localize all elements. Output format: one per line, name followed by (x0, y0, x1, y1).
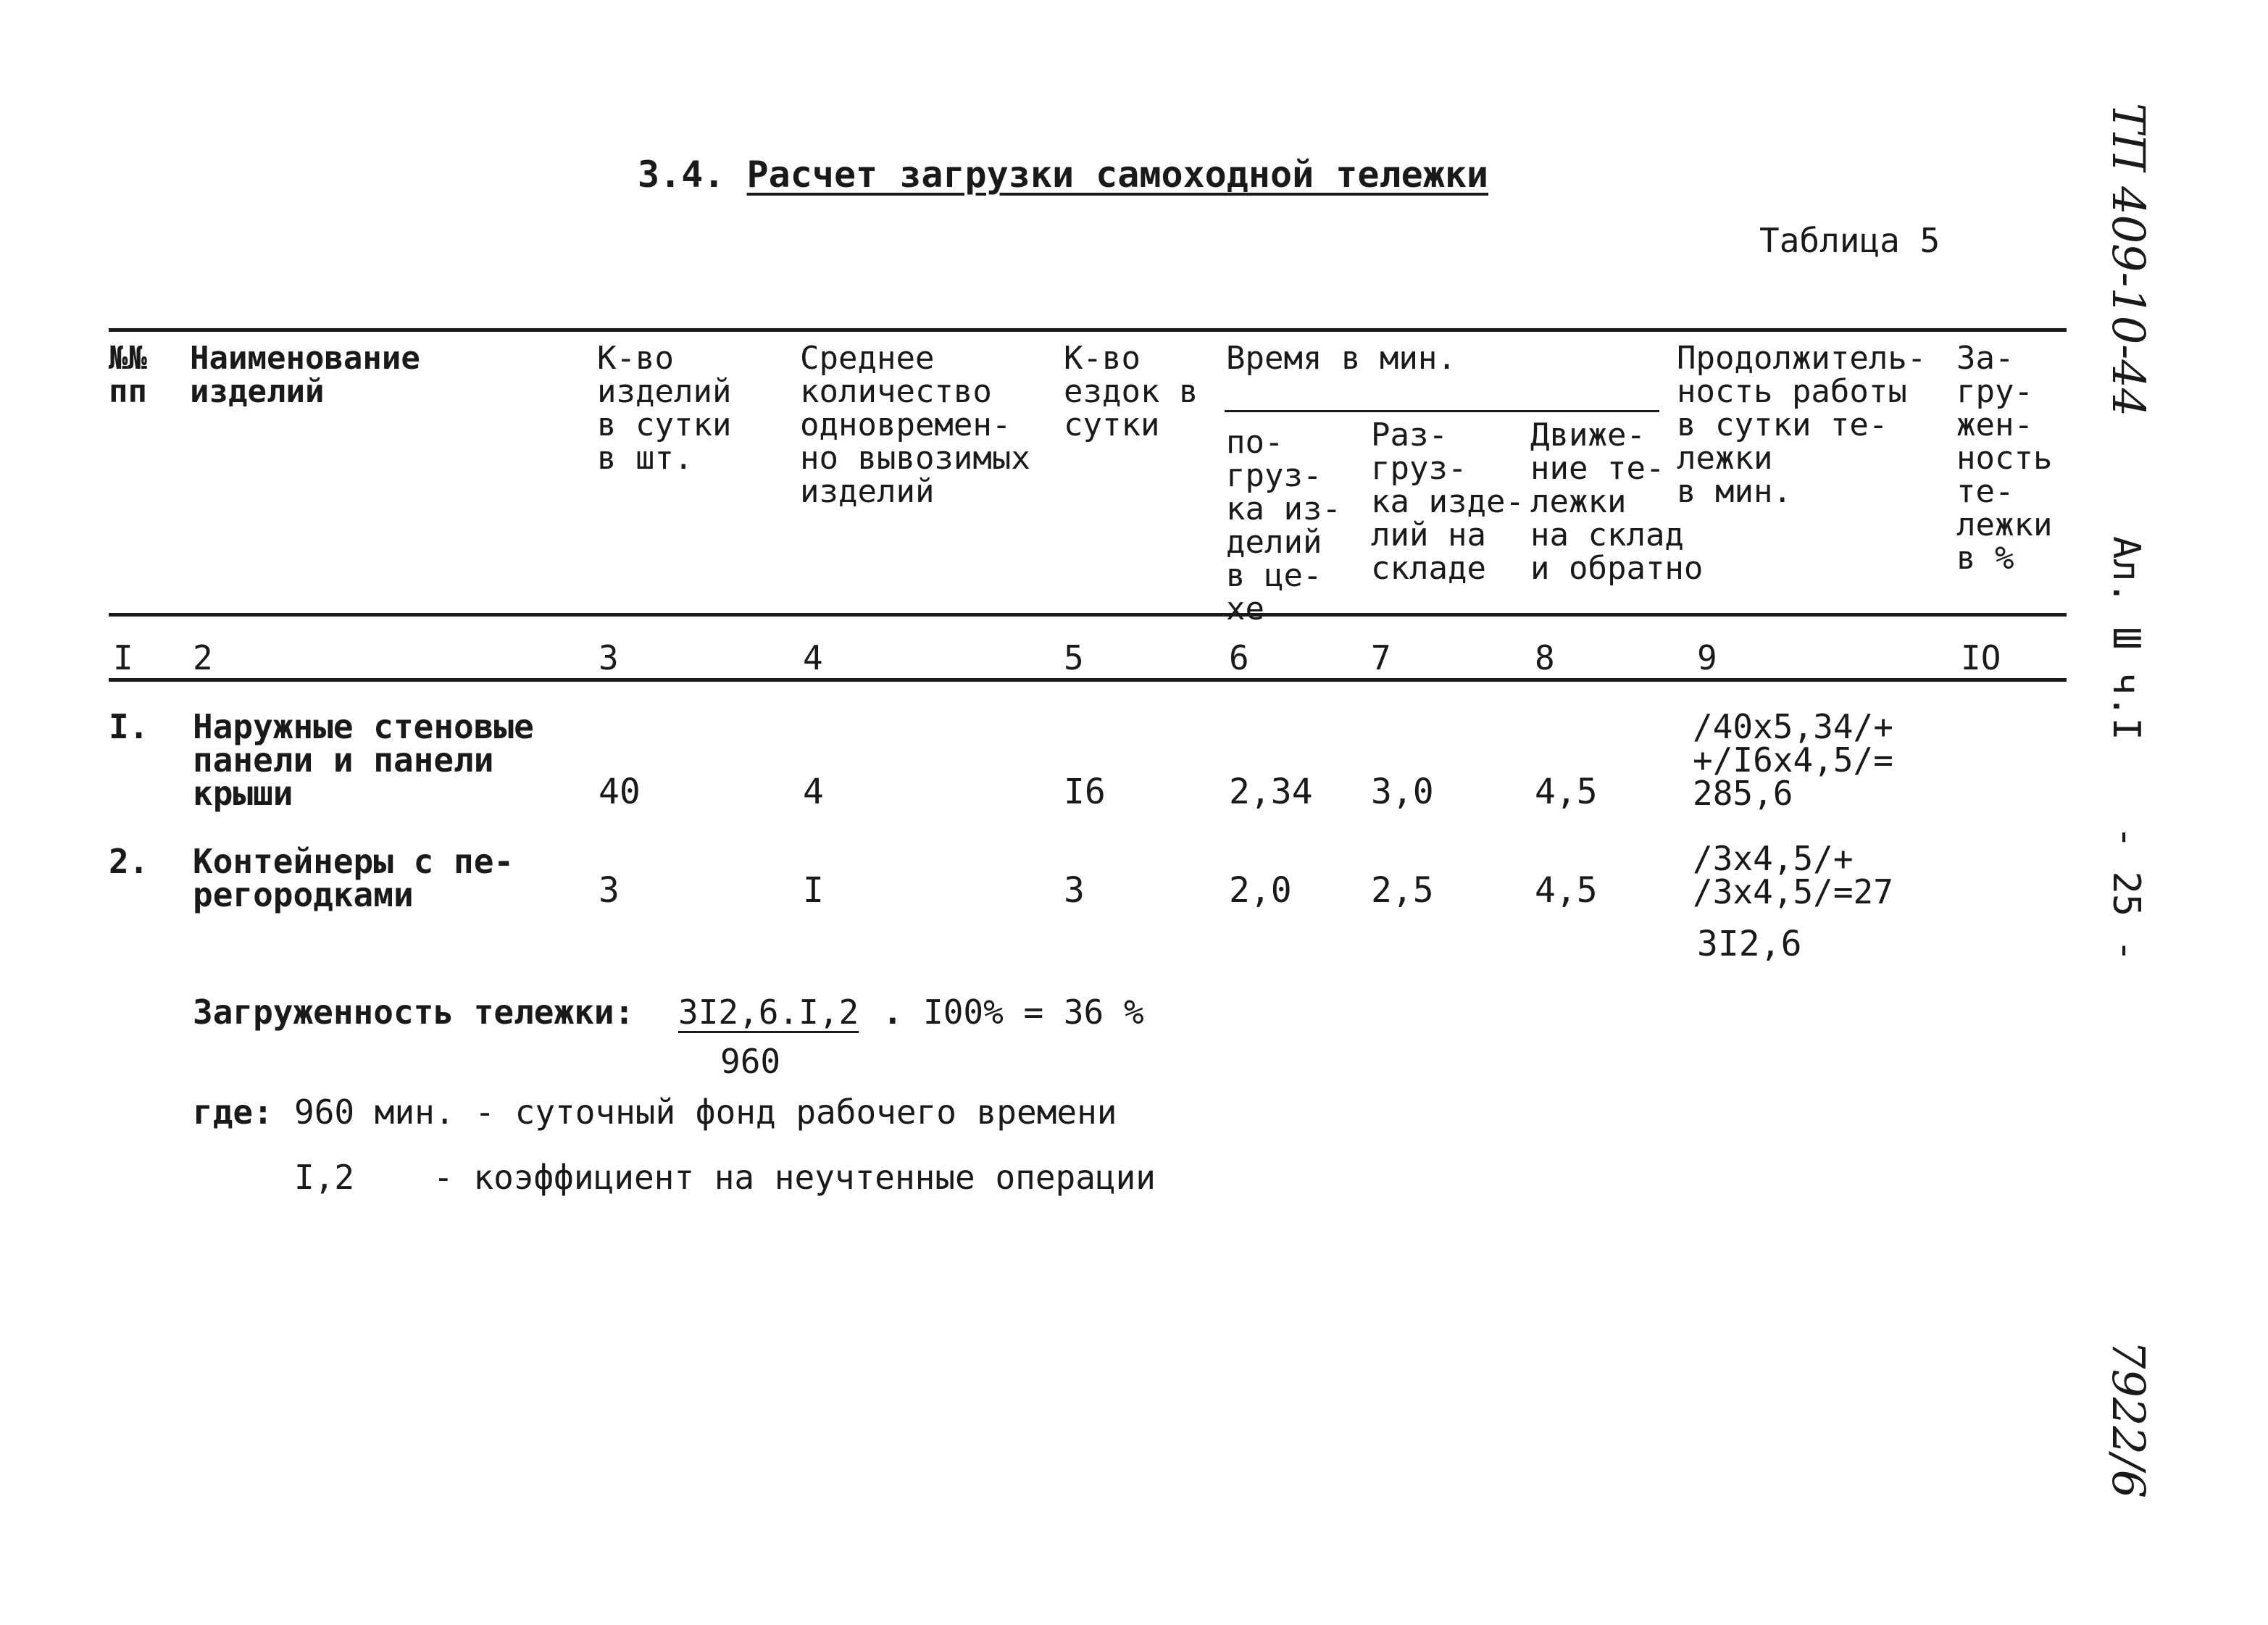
row-duration: /40х5,34/+ +/I6х4,5/= 285,6 (1693, 707, 1893, 813)
column-number: 3 (599, 638, 619, 677)
doc-code: ТП 409-10-44 (2102, 103, 2155, 417)
row-name: Контейнеры с пе- регородками (193, 842, 514, 914)
column-number: 8 (1535, 638, 1555, 677)
row-load: 2,0 (1229, 870, 1292, 911)
header-col-load: по- груз- ка из- делий в це- хе (1226, 424, 1341, 627)
header-col-name: Наименование изделий (190, 340, 420, 410)
row-number: 2. (109, 842, 149, 881)
section-number: 3.4. (638, 154, 725, 196)
row-avg: I (803, 870, 824, 911)
header-time-group: Время в мин. (1226, 340, 1456, 377)
coefficient-value: I,2 (294, 1158, 355, 1197)
header-bottom-rule (109, 613, 2067, 617)
section-title (638, 154, 1488, 196)
header-col-avg: Среднее количество одновремен- но вывозимых изделий (800, 340, 1030, 510)
formula-operator: . (883, 993, 903, 1032)
header-col-trips: К-во ездок в сутки (1064, 340, 1198, 443)
header-col-unload: Раз- груз- ка изде- лий на складе (1371, 417, 1525, 587)
row-avg: 4 (803, 772, 824, 812)
load-label: Загруженность тележки: (193, 993, 635, 1032)
row-number: I. (109, 707, 149, 746)
page-number: - 25 - (2104, 826, 2148, 962)
header-col-pct: За- гру- жен- ность те- лежки в % (1956, 340, 2053, 577)
column-number: 2 (193, 638, 213, 677)
row-qty: 3 (599, 870, 620, 911)
header-col-qty: К-во изделий в сутки в шт. (597, 340, 732, 477)
row-name: Наружные стеновые панели и панели крыши (193, 707, 534, 813)
column-number: 7 (1371, 638, 1391, 677)
time-group-rule (1225, 410, 1659, 412)
formula-denominator: 960 (720, 1042, 781, 1081)
column-number: IO (1961, 638, 2001, 677)
column-numbers-rule (109, 678, 2067, 682)
row-move: 4,5 (1535, 772, 1598, 812)
row-qty: 40 (599, 772, 641, 812)
where-line: 960 мин. - суточный фонд рабочего времени (294, 1093, 1117, 1132)
row-load: 2,34 (1229, 772, 1313, 812)
duration-total: 3I2,6 (1697, 924, 1802, 964)
column-number: 4 (803, 638, 823, 677)
column-number: 6 (1229, 638, 1249, 677)
row-trips: 3 (1064, 870, 1085, 911)
column-number: I (113, 638, 133, 677)
section-title-text: Расчет загрузки самоходной тележки (746, 154, 1489, 196)
table-top-rule (109, 328, 2067, 332)
header-col-move: Движе- ние те- лежки на склад и обратно (1530, 417, 1704, 587)
header-col-num: №№ пп (109, 340, 147, 410)
coefficient-text: - коэффициент на неучтенные операции (433, 1158, 1156, 1197)
album-reference: Ал. Ш ч.I (2104, 536, 2148, 740)
row-move: 4,5 (1535, 870, 1598, 911)
column-number: 5 (1064, 638, 1084, 677)
formula-numerator: 3I2,6.I,2 (678, 993, 859, 1032)
row-trips: I6 (1064, 772, 1106, 812)
inventory-number: 7922/6 (2102, 1340, 2155, 1499)
row-unload: 2,5 (1371, 870, 1434, 911)
formula-result: I00% = 36 % (923, 993, 1144, 1032)
row-unload: 3,0 (1371, 772, 1434, 812)
row-duration: /3х4,5/+ /3х4,5/=27 (1693, 839, 1893, 911)
header-col-duration: Продолжитель- ность работы в сутки те- лежки в мин. (1677, 340, 1927, 510)
column-number: 9 (1697, 638, 1717, 677)
table-label: Таблица 5 (1759, 221, 1940, 260)
where-prefix: где: (193, 1093, 273, 1132)
